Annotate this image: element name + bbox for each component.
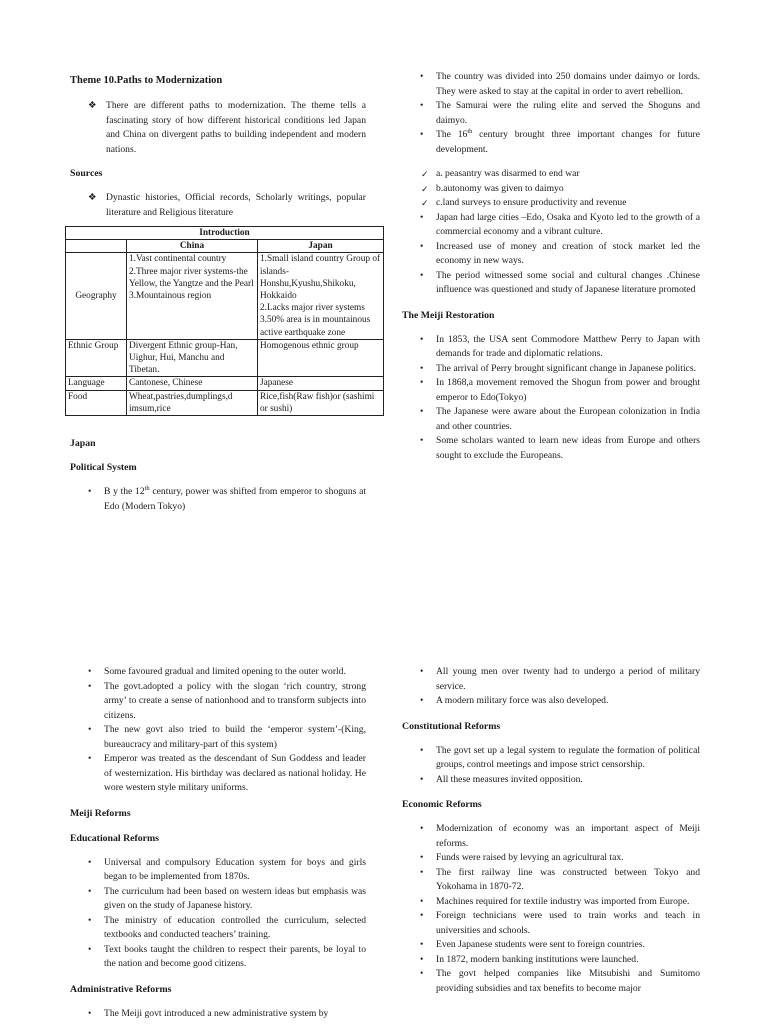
list-item: • Some scholars wanted to learn new ideas from Europe and others sought to exclude the Europeans.	[420, 435, 700, 461]
bullet-icon: •	[420, 362, 424, 374]
bullet-icon: •	[420, 406, 424, 417]
row-label: Ethnic Group	[66, 339, 127, 377]
page2-right-column	[402, 665, 700, 996]
checklist-item: ✓ c.land surveys to ensure productivity and revenue	[402, 196, 700, 211]
table-cell: Japanese	[258, 377, 384, 390]
list-item: • Machines required for textile industry was imported from Europe.	[402, 895, 700, 910]
column-header-china: China	[127, 240, 258, 253]
list-item: • B y the 12th century, power was shifted from emperor to shoguns at Edo (Modern Tokyo)	[88, 484, 366, 512]
administrative-reforms-heading: Administrative Reforms	[70, 983, 172, 995]
bullet-icon: •	[420, 910, 424, 921]
list-item: • A modern military force was also developed.	[402, 694, 700, 709]
bullet-icon: •	[420, 100, 424, 111]
check-icon: ✓	[421, 169, 429, 179]
political-system-heading: Political System	[70, 462, 137, 473]
table-cell: Homogenous ethnic group	[258, 339, 384, 377]
bullet-icon: •	[420, 71, 424, 82]
bullet-icon: •	[420, 968, 424, 979]
list-item: • Japan had large cities –Edo, Osaka and Kyoto led to the growth of a commercial economy and a vibrant culture.	[420, 211, 700, 237]
table-row	[66, 377, 384, 390]
table-caption: Introduction	[66, 227, 384, 240]
list-item: • In 1853, the USA sent Commodore Matthew Perry to Japan with demands for trade and diplomatic relations.	[420, 333, 700, 359]
list-item: • All young men over twenty had to undergo a period of military service.	[420, 666, 700, 692]
china-japan-comparison-table	[65, 226, 384, 416]
bullet-icon: •	[88, 666, 92, 677]
bullet-icon: •	[420, 269, 424, 281]
administrative-list	[70, 1007, 366, 1022]
bullet-icon: •	[88, 943, 92, 955]
bullet-icon: •	[420, 939, 424, 950]
educational-list	[70, 856, 366, 972]
changes-checklist	[402, 167, 700, 211]
list-item: • The period witnessed some social and cultural changes .Chinese influence was questioned and study of Japanese literature promoted	[420, 269, 700, 295]
column-header-japan: Japan	[258, 240, 384, 253]
checklist-item: ✓ b.autonomy was given to daimyo	[402, 182, 700, 197]
political-system-section	[70, 460, 366, 514]
japan-heading: Japan	[70, 438, 96, 449]
diamond-bullet-icon: ❖	[88, 192, 97, 203]
list-item: • Increased use of money and creation of stock market led the economy in new ways.	[420, 240, 700, 266]
bullet-icon: •	[88, 885, 92, 897]
list-item: • The 16th century brought three important changes for future development.	[420, 127, 700, 155]
table-cell: 1.Small island country Group of islands-Honshu,Kyushu,Shikoku, Hokkaido 2.Lacks major river systems 3.50% area is in mountainous active earthquake zone	[258, 253, 384, 339]
bullet-icon: •	[420, 895, 424, 907]
bullet-icon: •	[88, 486, 92, 497]
list-item: • The first railway line was constructed between Tokyo and Yokohama in 1870-72.	[420, 866, 700, 892]
bullet-icon: •	[420, 377, 424, 388]
table-row	[66, 390, 384, 415]
bullet-icon: •	[420, 866, 424, 878]
edo-list	[402, 70, 700, 157]
educational-reforms-heading: Educational Reforms	[70, 832, 159, 844]
sources-heading: Sources	[70, 168, 103, 179]
bullet-icon: •	[420, 852, 424, 863]
economic-reforms-heading: Economic Reforms	[402, 799, 482, 810]
list-item: • Modernization of economy was an important aspect of Meiji reforms.	[420, 823, 700, 849]
checklist-item: ✓ a. peasantry was disarmed to end war	[402, 167, 700, 182]
list-item: • In 1872, modern banking institutions were launched.	[402, 953, 700, 968]
bullet-icon: •	[420, 129, 424, 140]
list-item: • Even Japanese students were sent to foreign countries.	[402, 938, 700, 953]
bullet-icon: •	[88, 856, 92, 868]
bullet-icon: •	[420, 695, 424, 706]
list-item: • All these measures invited opposition.	[402, 773, 700, 788]
list-item: • Emperor was treated as the descendant of Sun Goddess and leader of westernization. His birthday was declared as national holiday. He wore western style military uniforms.	[88, 753, 366, 793]
list-item: • The Meiji govt introduced a new administrative system by	[70, 1007, 366, 1022]
page1-right-column	[402, 70, 700, 463]
political-list	[70, 485, 366, 514]
check-icon: ✓	[421, 198, 429, 208]
table-cell: Rice,fish(Raw fish)or (sashimi or sushi)	[258, 390, 384, 415]
list-item: • The Samurai were the ruling elite and served the Shoguns and daimyo.	[420, 100, 700, 126]
document-title: Theme 10.Paths to Modernization	[70, 75, 223, 86]
table-cell: Divergent Ethnic group-Han, Uighur, Hui, Manchu and Tibetan.	[127, 339, 258, 377]
row-label: Language	[66, 377, 127, 390]
list-item: • In 1868,a movement removed the Shogun from power and brought emperor to Edo(Tokyo)	[420, 377, 700, 403]
list-item: • The arrival of Perry brought significant change in Japanese politics.	[402, 362, 700, 377]
list-item: • The govt helped companies like Mitsubishi and Sumitomo providing subsidies and tax benefits to become major	[420, 968, 700, 994]
check-icon: ✓	[421, 183, 429, 194]
bullet-icon: •	[420, 823, 424, 834]
list-item: • The new govt also tried to build the ‘emperor system’-(King, bureaucracy and military-part of this system)	[88, 724, 366, 750]
military-list	[402, 665, 700, 709]
table-row	[66, 339, 384, 377]
diamond-bullet-icon: ❖	[88, 100, 97, 111]
table-cell: Wheat,pastries,dumplings,d imsum,rice	[127, 390, 258, 415]
bullet-icon: •	[420, 773, 424, 785]
bullet-icon: •	[420, 744, 424, 756]
list-item: • The ministry of education controlled the curriculum, selected textbooks and conducted teachers’ training.	[88, 914, 366, 940]
list-item: • Some favoured gradual and limited opening to the outer world.	[70, 665, 366, 680]
table-row	[66, 253, 384, 339]
bullet-icon: •	[420, 333, 424, 345]
table-cell: Cantonese, Chinese	[127, 377, 258, 390]
intro-item: ❖ There are different paths to modernization. The theme tells a fascinating story of how different historical conditions led Japan and China on divergent paths to building independent and modern nations.	[88, 100, 366, 155]
list-item: • Foreign technicians were used to train works and teach in universities and schools.	[420, 910, 700, 936]
bullet-icon: •	[420, 953, 424, 965]
bullet-icon: •	[88, 724, 92, 735]
list-item: • Funds were raised by levying an agricultural tax.	[402, 851, 700, 866]
bullet-icon: •	[88, 753, 92, 764]
list-item: • Universal and compulsory Education system for boys and girls began to be implemented from 1870s.	[88, 856, 366, 882]
row-label: Geography	[66, 253, 127, 339]
list-item: • The Japanese were aware about the European colonization in India and other countries.	[420, 406, 700, 432]
row-label: Food	[66, 390, 127, 415]
list-item: • The govt.adopted a policy with the slogan ‘rich country, strong army’ to create a sense of nationhood and to transform subjects into citizens.	[88, 680, 366, 721]
bullet-icon: •	[88, 680, 92, 692]
bullet-icon: •	[88, 1007, 92, 1019]
economic-list	[402, 822, 700, 996]
constitutional-reforms-heading: Constitutional Reforms	[402, 720, 501, 732]
table-caption-row	[66, 227, 384, 240]
sources-item: ❖ Dynastic histories, Official records, Scholarly writings, popular literature and Religious literature	[88, 192, 366, 218]
list-item: • The curriculum had been based on western ideas but emphasis was given on the study of Japanese history.	[88, 885, 366, 911]
sources-list	[70, 191, 366, 220]
bullet-icon: •	[420, 240, 424, 252]
meiji-list	[402, 333, 700, 464]
opening-list	[70, 665, 366, 796]
list-item: • The country was divided into 250 domains under daimyo or lords. They were asked to stay at the capital in order to avert rebellion.	[420, 71, 700, 97]
bullet-icon: •	[420, 211, 424, 223]
table-cell: 1.Vast continental country 2.Three major river systems-the Yellow, the Yangtze and the Pearl 3.Mountainous region	[127, 253, 258, 339]
constitutional-list	[402, 744, 700, 788]
table-header-row	[66, 240, 384, 253]
list-item: • Text books taught the children to respect their parents, be loyal to the nation and become good citizens.	[88, 943, 366, 969]
economy-list	[402, 211, 700, 298]
meiji-reforms-heading: Meiji Reforms	[70, 807, 131, 819]
bullet-icon: •	[88, 914, 92, 926]
list-item: • The govt set up a legal system to regulate the formation of political groups, control meetings and impose strict censorship.	[420, 744, 700, 770]
page2-left-column	[70, 665, 366, 1021]
meiji-restoration-heading: The Meiji Restoration	[402, 309, 495, 321]
bullet-icon: •	[420, 435, 424, 446]
page1-left-column	[70, 70, 366, 220]
intro-list	[70, 99, 366, 157]
bullet-icon: •	[420, 666, 424, 677]
